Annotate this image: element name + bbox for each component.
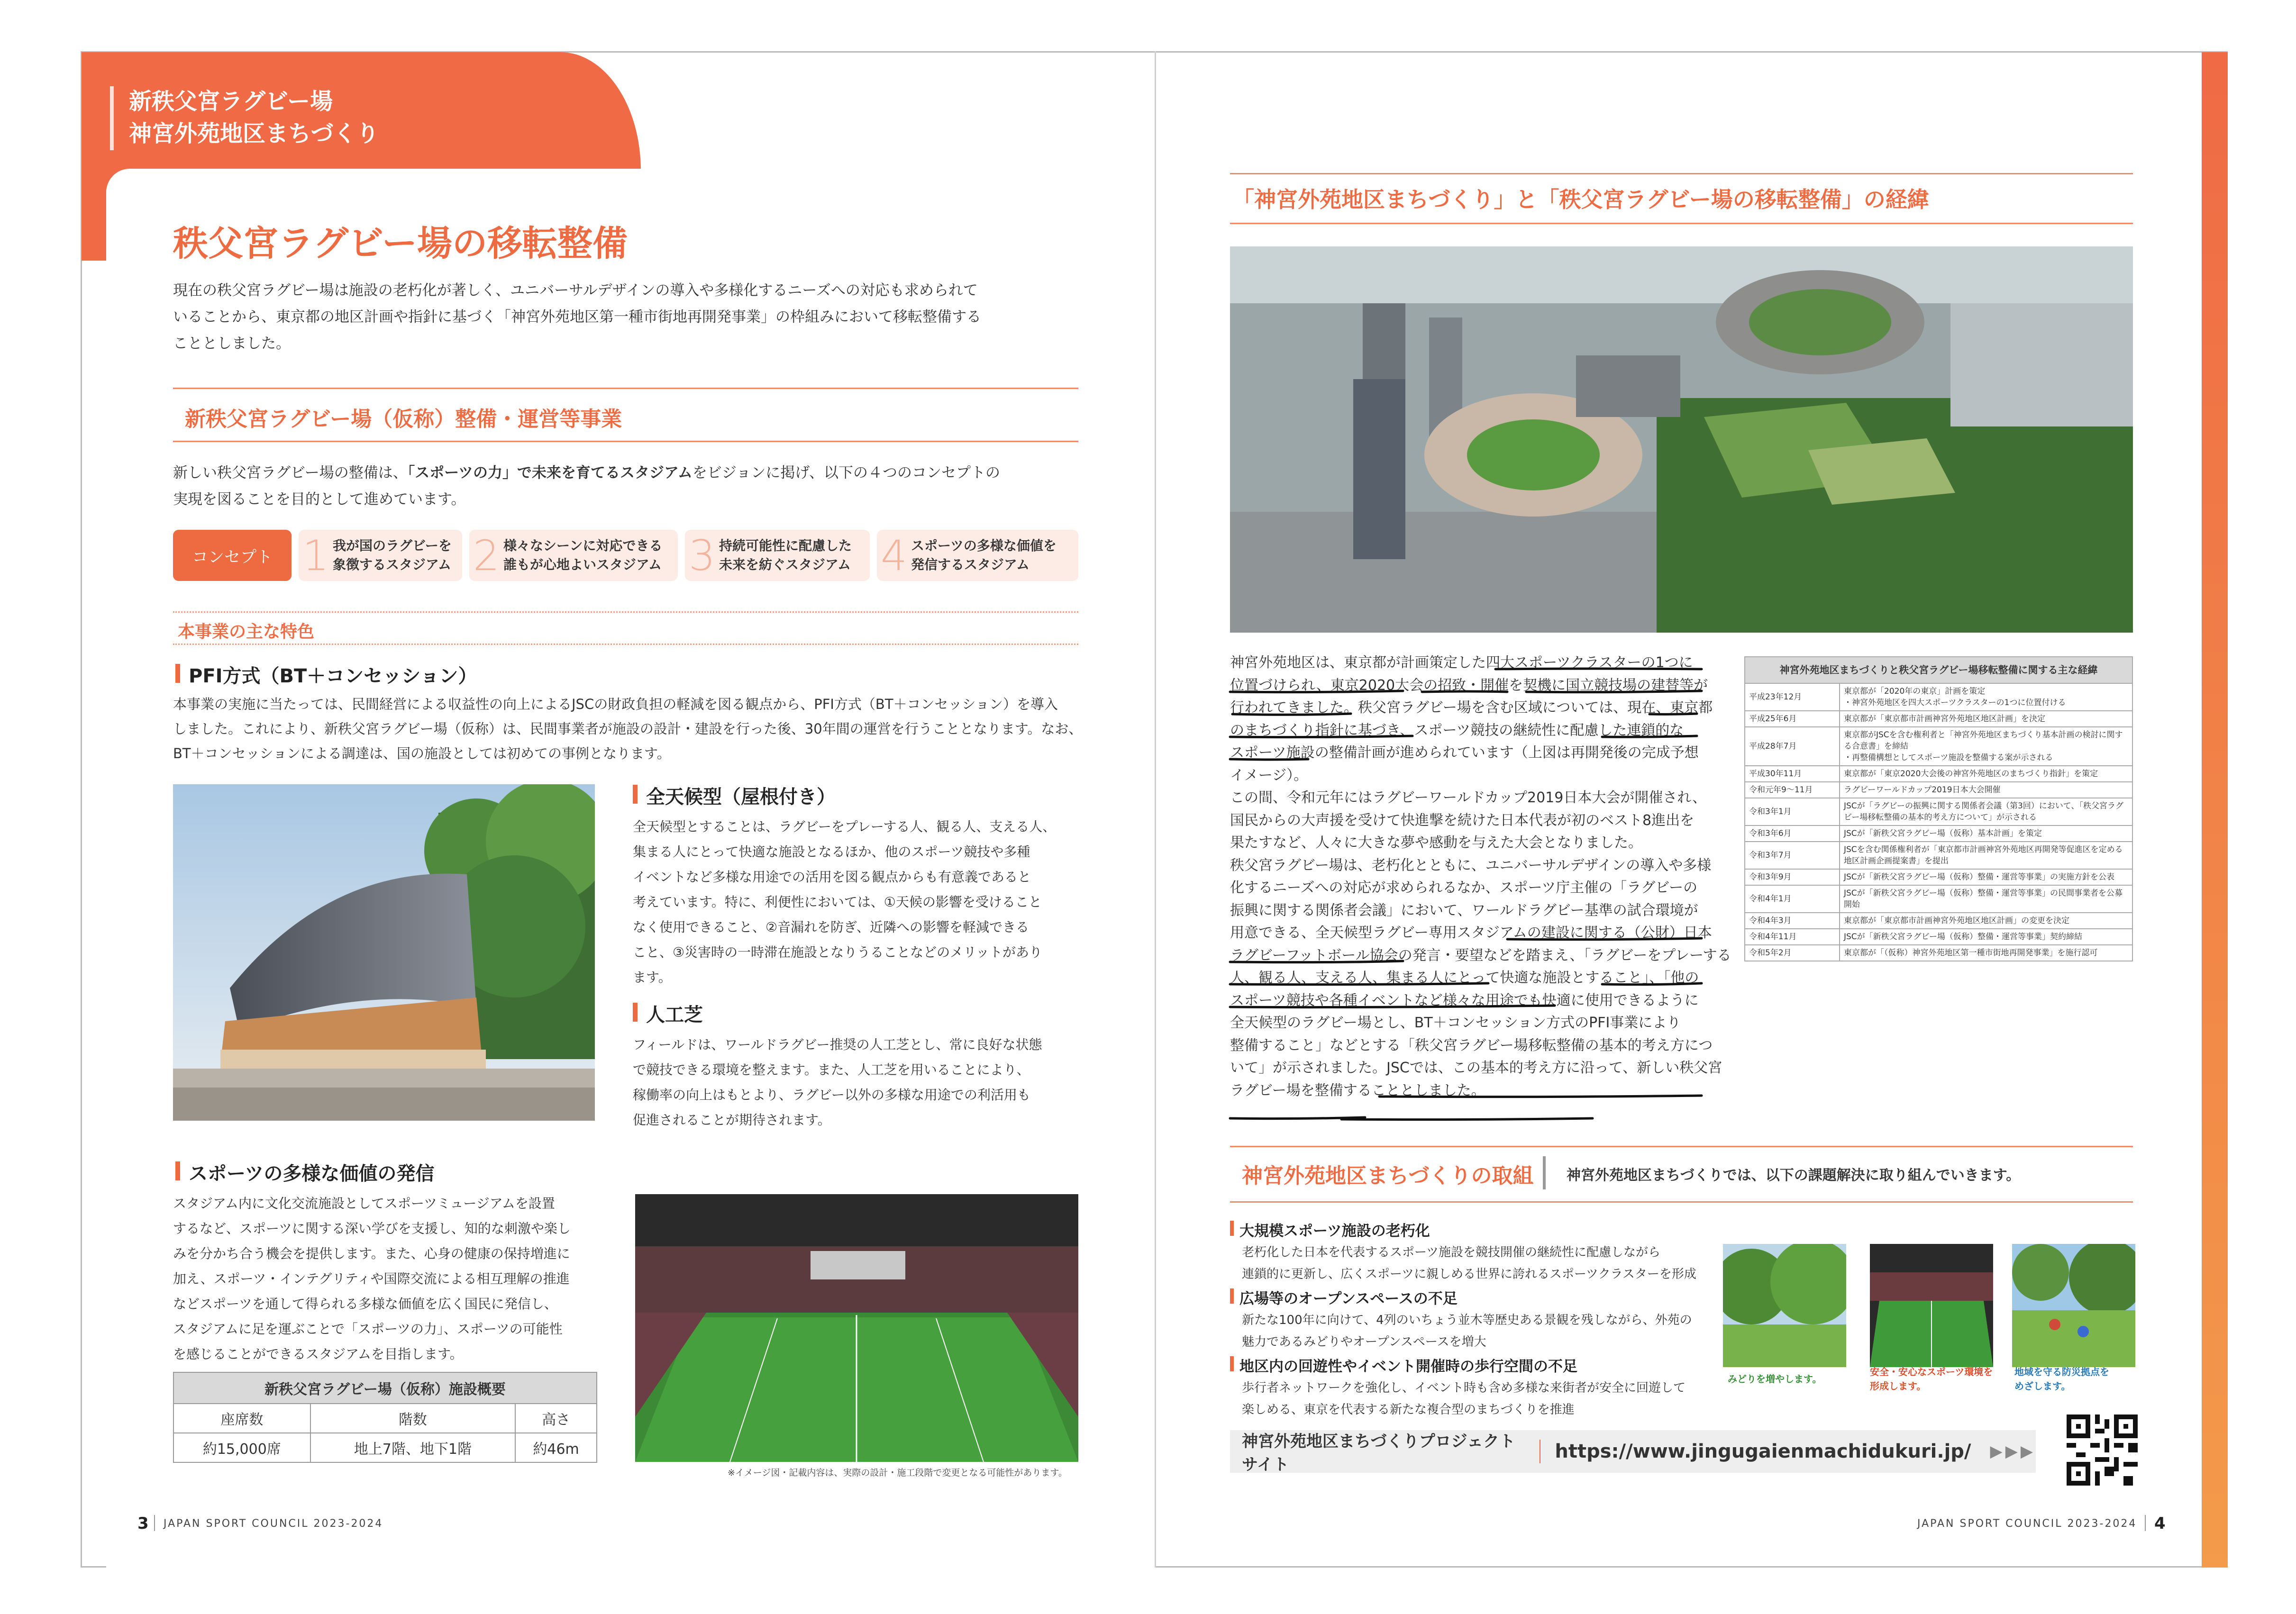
history-table <box>1744 656 2133 961</box>
machi-rule-bottom <box>1230 1201 2133 1203</box>
facility-table-title: 新秩父宮ラグビー場（仮称）施設概要 <box>173 1372 597 1404</box>
concept-text: 持続可能性に配慮した <box>719 538 852 553</box>
issue-heading: 広場等のオープンスペースの不足 <box>1230 1287 1458 1308</box>
caption-line: 地域を守る防災拠点を <box>2014 1366 2109 1378</box>
footer-text-right: JAPAN SPORT COUNCIL 2023-2024 <box>1917 1518 2137 1530</box>
right-edge-band <box>2202 52 2228 1568</box>
section-title: 新秩父宮ラグビー場（仮称）整備・運営等事業 <box>185 407 622 431</box>
right-title-rule-bottom <box>1230 223 2133 224</box>
history-body-line: 神宮外苑地区は、東京都が計画策定した四大スポーツクラスターの1つに <box>1230 654 1693 671</box>
issue-body <box>1242 1377 1686 1421</box>
stadium-exterior-image <box>173 784 595 1121</box>
page-title: 秩父宮ラグビー場の移転整備 <box>173 223 628 264</box>
concept-card <box>469 530 678 581</box>
history-body-line: 整備すること」などとする「秩父宮ラグビー場移転整備の基本的考え方につ <box>1230 1037 1713 1054</box>
history-body-line: イメージ）。 <box>1230 767 1308 784</box>
turf-heading: 人工芝 <box>633 1000 703 1027</box>
history-table-title: 神宮外苑地区まちづくりと秩父宮ラグビー場移転整備に関する主な経緯 <box>1745 657 2132 683</box>
footer-text-left: JAPAN SPORT COUNCIL 2023-2024 <box>164 1518 383 1530</box>
sports-value-heading: スポーツの多様な価値の発信 <box>175 1159 434 1186</box>
disaster-base-photo <box>2012 1244 2135 1367</box>
allweather-line: ます。 <box>633 970 672 985</box>
history-date: 令和4年11月 <box>1745 929 1840 945</box>
issue-body <box>1242 1242 1696 1285</box>
history-event: JSCが「新秩父宮ラグビー場（仮称）整備・運営等事業」の実施方針を公表 <box>1840 869 2132 885</box>
page-number-right: 4 <box>2154 1514 2166 1533</box>
history-body-line: のまちづくり指針に基づき、スポーツ競技の継続性に配慮した連鎖的な <box>1230 722 1684 739</box>
issue-line: 新たな100年に向けて、4列のいちょう並木等歴史ある景観を残しながら、外苑の <box>1242 1313 1692 1327</box>
caption-line: みどりを増やします。 <box>1728 1373 1822 1385</box>
concept-text: 象徴するスタジアム <box>333 557 452 572</box>
project-site-link[interactable]: https://www.jingugaienmachidukuri.jp/ <box>1555 1441 1971 1462</box>
concept-text: 様々なシーンに対応できる <box>503 538 663 553</box>
photo-caption <box>2014 1365 2109 1393</box>
pfi-line: BT＋コンセッションによる調達は、国の施設としては初めての事例となります。 <box>173 745 671 762</box>
caption-line: 形成します。 <box>1870 1380 1926 1392</box>
concept-number: 1 <box>302 531 329 580</box>
allweather-heading: 全天候型（屋根付き） <box>633 782 836 809</box>
allweather-line: なく使用できること、②音漏れを防ぎ、近隣への影響を軽減できる <box>633 919 1029 935</box>
concept-text: 誰もが心地よいスタジアム <box>503 557 662 572</box>
history-event: JSCが「ラグビーの振興に関する関係者会議（第3回）において、「秩父宮ラグビー場移転整備の基本的考え方について」が示される <box>1840 798 2132 825</box>
aerial-rendering-image <box>1230 246 2133 633</box>
photo-caption <box>1728 1372 1822 1386</box>
photo-caption <box>1870 1365 1993 1393</box>
history-body-line: 全天候型のラグビー場とし、BT＋コンセッション方式のPFI事業により <box>1230 1015 1681 1031</box>
concept-text: 未来を紡ぐスタジアム <box>719 557 851 572</box>
header-tab-bar <box>110 86 114 150</box>
machi-divider <box>1543 1156 1546 1189</box>
history-body-line: 果たすなど、人々に大きな夢や感動を与えた大会となりました。 <box>1230 834 1642 851</box>
history-date: 平成28年7月 <box>1745 727 1840 766</box>
concept-text: スポーツの多様な価値を <box>911 538 1057 553</box>
history-body-line: 化するニーズへの対応が求められるなか、スポーツ庁主催の「ラグビーの <box>1230 880 1698 896</box>
history-body-line: この間、令和元年にはラグビーワールドカップ2019日本大会が開催され、 <box>1230 789 1707 806</box>
stadium-interior-image <box>635 1194 1078 1462</box>
header-tab <box>82 52 641 171</box>
features-rule-top <box>173 611 1078 613</box>
features-rule-bottom <box>173 644 1078 645</box>
history-date: 令和5年2月 <box>1745 945 1840 961</box>
history-event: 東京都が「東京都市計画神宮外苑地区地区計画」を決定 <box>1840 711 2132 727</box>
sports-environment-photo <box>1870 1244 1993 1367</box>
machi-rule-top <box>1230 1146 2133 1147</box>
history-date: 令和元年9～11月 <box>1745 782 1840 798</box>
sports-value-line: するなど、スポーツに関する深い学びを支援し、知的な刺激や楽し <box>173 1221 571 1236</box>
greenery-photo <box>1723 1244 1846 1367</box>
pfi-heading: PFI方式（BT＋コンセッション） <box>175 661 477 688</box>
sports-value-line: みを分かち合う機会を提供します。また、心身の健康の保持増進に <box>173 1246 570 1261</box>
turf-line: で競技できる環境を整えます。また、人工芝を用いることにより、 <box>633 1062 1030 1078</box>
history-body-line: 位置づけられ、東京2020大会の招致・開催を契機に国立競技場の建替等が <box>1230 677 1708 694</box>
history-body-line: 振興に関する関係者会議」において、ワールドラグビー基準の試合環境が <box>1230 902 1698 919</box>
allweather-paragraph <box>633 814 1056 990</box>
url-separator <box>1540 1440 1541 1463</box>
sports-value-line: スタジアムに足を運ぶことで「スポーツの力」、スポーツの可能性 <box>173 1321 563 1337</box>
vision-text: 実現を図ることを目的として進めています。 <box>173 491 466 508</box>
history-event: 東京都が「東京都市計画神宮外苑地区地区計画」の変更を決定 <box>1840 913 2132 929</box>
history-body-line: 国民からの大声援を受けて快進撃を続けた日本代表が初のベスト8進出を <box>1230 812 1695 829</box>
concept-card <box>685 530 870 581</box>
footer-separator <box>154 1515 155 1531</box>
history-event: 東京都が「（仮称）神宮外苑地区第一種市街地再開発事業」を施行認可 <box>1840 945 2132 961</box>
history-body-line: スポーツ施設の整備計画が進められています（上図は再開発後の完成予想 <box>1230 744 1699 761</box>
intro-line: 現在の秩父宮ラグビー場は施設の老朽化が著しく、ユニバーサルデザインの導入や多様化するニーズへの対応も求められて <box>173 282 978 299</box>
history-body-line: ラグビー場を整備することとしました。 <box>1230 1082 1485 1099</box>
sports-value-line: などスポーツを通して得られる多様な価値を広く国民に発信し、 <box>173 1296 557 1312</box>
header-line-2: 神宮外苑地区まちづくり <box>129 120 379 147</box>
history-event: ラグビーワールドカップ2019日本大会開催 <box>1840 782 2132 798</box>
turf-paragraph <box>633 1032 1042 1133</box>
turf-line: 稼働率の向上はもとより、ラグビー以外の多様な用途での利活用も <box>633 1087 1030 1103</box>
facility-table <box>173 1372 597 1463</box>
history-body-line: スポーツ競技や各種イベントなど様々な用途でも快適に使用できるように <box>1230 992 1699 1009</box>
header-tab-text <box>129 85 379 150</box>
issue-line: 連鎖的に更新し、広くスポーツに親しめる世界に誇れるスポーツクラスターを形成 <box>1242 1267 1696 1281</box>
project-site-banner[interactable] <box>1230 1430 2036 1473</box>
allweather-line: 全天候型とすることは、ラグビーをプレーする人、観る人、支える人、 <box>633 819 1056 834</box>
image-note: ※イメージ図・記載内容は、実際の設計・施工段階で変更となる可能性があります。 <box>728 1468 1067 1478</box>
concept-card <box>877 530 1078 581</box>
vision-text: をビジョンに掲げ、以下の４つのコンセプトの <box>692 464 1000 481</box>
history-event: 東京都が「2020年の東京」計画を策定 ・神宮外苑地区を四大スポーツクラスターの1つに位置付ける <box>1840 683 2132 711</box>
caption-line: 安全・安心なスポーツ環境を <box>1870 1366 1993 1378</box>
concept-number: 2 <box>473 531 500 580</box>
issue-line: 楽しめる、東京を代表する新たな複合型のまちづくりを推進 <box>1242 1403 1575 1417</box>
intro-line: いることから、東京都の地区計画や指針に基づく「神宮外苑地区第一種市街地再開発事業」の枠組みにおいて移転整備する <box>173 308 981 326</box>
turf-line: 促進されることが期待されます。 <box>633 1112 831 1128</box>
history-event: JSCを含む関係権利者が「東京都市計画神宮外苑地区再開発等促進区を定める地区計画企画提案書」を提出 <box>1840 842 2132 869</box>
vision-text: 新しい秩父宮ラグビー場の整備は、 <box>173 464 408 481</box>
history-event: 東京都が「東京2020大会後の神宮外苑地区のまちづくり指針」を策定 <box>1840 766 2132 782</box>
footer-separator <box>2145 1515 2146 1531</box>
history-body-line: 行われてきました。秩父宮ラグビー場を含む区域については、現在、東京都 <box>1230 699 1713 716</box>
arrow-icon: ▶▶▶ <box>1990 1442 2036 1461</box>
right-title-rule-top <box>1230 173 2133 174</box>
facility-header: 高さ <box>515 1404 597 1433</box>
facility-header: 座席数 <box>173 1404 310 1433</box>
sports-value-paragraph <box>173 1191 571 1367</box>
history-date: 令和3年6月 <box>1745 825 1840 842</box>
history-event: JSCが「新秩父宮ラグビー場（仮称）整備・運営等事業」契約締結 <box>1840 929 2132 945</box>
issue-heading: 地区内の回遊性やイベント開催時の歩行空間の不足 <box>1230 1354 1577 1376</box>
history-date: 平成30年11月 <box>1745 766 1840 782</box>
history-body-line: 秩父宮ラグビー場は、老朽化とともに、ユニバーサルデザインの導入や多様 <box>1230 857 1712 874</box>
issue-body <box>1242 1309 1692 1353</box>
allweather-line: 集まる人にとって快適な施設となるほか、他のスポーツ競技や多種 <box>633 844 1030 860</box>
page-number-left: 3 <box>137 1514 149 1533</box>
history-event: JSCが「新秩父宮ラグビー場（仮称）整備・運営等事業」の民間事業者を公募開始 <box>1840 885 2132 913</box>
history-event: JSCが「新秩父宮ラグビー場（仮称）基本計画」を策定 <box>1840 825 2132 842</box>
project-site-label: 神宮外苑地区まちづくりプロジェクトサイト <box>1242 1432 1515 1474</box>
sports-value-line: 加え、スポーツ・インテグリティや国際交流による相互理解の推進 <box>173 1271 570 1287</box>
issue-line: 老朽化した日本を代表するスポーツ施設を競技開催の継続性に配慮しながら <box>1242 1245 1660 1260</box>
facility-value: 約46m <box>515 1433 597 1462</box>
page-gutter <box>1155 51 1156 1568</box>
concept-card <box>299 530 462 581</box>
pfi-paragraph <box>173 692 1082 766</box>
allweather-line: イベントなど多様な用途での活用を図る観点からも有意義であると <box>633 869 1031 885</box>
vision-paragraph <box>173 460 1000 513</box>
history-body-line: 用意できる、全天候型ラグビー専用スタジアムの建設に関する（公財）日本 <box>1230 925 1712 941</box>
machi-title: 神宮外苑地区まちづくりの取組 <box>1242 1164 1534 1188</box>
qr-code-icon[interactable] <box>2067 1415 2138 1486</box>
history-date: 令和3年7月 <box>1745 842 1840 869</box>
facility-header: 階数 <box>310 1404 515 1433</box>
concept-label: コンセプト <box>173 530 292 581</box>
concept-text: 我が国のラグビーを <box>333 538 452 553</box>
facility-value: 約15,000席 <box>173 1433 310 1462</box>
intro-paragraph <box>173 277 981 357</box>
history-date: 令和4年3月 <box>1745 913 1840 929</box>
concept-number: 4 <box>881 531 907 580</box>
history-date: 令和4年1月 <box>1745 885 1840 913</box>
issue-line: 魅力であるみどりやオープンスペースを増大 <box>1242 1335 1486 1349</box>
issue-line: 歩行者ネットワークを強化し、イベント時も含め多様な来街者が安全に回遊して <box>1242 1381 1686 1395</box>
history-body-line: 人、観る人、支える人、集まる人にとって快適な施設とすること」、「他の <box>1230 970 1699 986</box>
history-event: 東京都がJSCを含む権利者と「神宮外苑地区まちづくり基本計画の検討に関する合意書」を締結 ・再整備構想としてスポーツ施設を整備する案が示される <box>1840 727 2132 766</box>
machi-description: 神宮外苑地区まちづくりでは、以下の課題解決に取り組んでいきます。 <box>1567 1167 2021 1184</box>
concept-number: 3 <box>689 531 715 580</box>
pfi-line: 本事業の実施に当たっては、民間経営による収益性の向上によるJSCの財政負担の軽減を図る観点から、PFI方式（BT＋コンセッション）を導入 <box>173 696 1058 712</box>
intro-line: こととしました。 <box>173 335 291 352</box>
history-date: 平成25年6月 <box>1745 711 1840 727</box>
concept-text: 発信するスタジアム <box>911 557 1030 572</box>
history-date: 平成23年12月 <box>1745 683 1840 711</box>
history-body-line: ラグビーフットボール協会の発言・要望などを踏まえ、「ラグビーをプレーする <box>1230 947 1731 964</box>
facility-value: 地上7階、地下1階 <box>310 1433 515 1462</box>
history-date: 令和3年9月 <box>1745 869 1840 885</box>
section-rule-bottom <box>173 441 1078 442</box>
allweather-line: こと、③災害時の一時滞在施設となりうることなどのメリットがあり <box>633 944 1042 960</box>
sports-value-line: スタジアム内に文化交流施設としてスポーツミュージアムを設置 <box>173 1196 555 1211</box>
history-date: 令和3年1月 <box>1745 798 1840 825</box>
allweather-line: 考えています。特に、利便性においては、①天候の影響を受けること <box>633 894 1042 910</box>
section-rule-top <box>173 388 1078 389</box>
handwritten-underlines <box>1223 649 1744 1128</box>
header-line-1: 新秩父宮ラグビー場 <box>129 88 333 115</box>
turf-line: フィールドは、ワールドラグビー推奨の人工芝とし、常に良好な状態 <box>633 1037 1042 1052</box>
history-body-line: いて」が示されました。JSCでは、この基本的考え方に沿って、新しい秩父宮 <box>1230 1060 1722 1076</box>
sports-value-line: を感じることができるスタジアムを目指します。 <box>173 1346 463 1362</box>
issue-heading: 大規模スポーツ施設の老朽化 <box>1230 1219 1430 1240</box>
caption-line: めざします。 <box>2014 1380 2071 1392</box>
pfi-line: しました。これにより、新秩父宮ラグビー場（仮称）は、民間事業者が施設の設計・建設を行った後、30年間の運営を行うこととなります。なお、 <box>173 721 1083 737</box>
history-section-title: 「神宮外苑地区まちづくり」と「秩父宮ラグビー場の移転整備」の経緯 <box>1232 187 1929 212</box>
features-title: 本事業の主な特色 <box>178 622 315 642</box>
vision-bold: 「スポーツの力」で未来を育てるスタジアム <box>407 464 692 481</box>
